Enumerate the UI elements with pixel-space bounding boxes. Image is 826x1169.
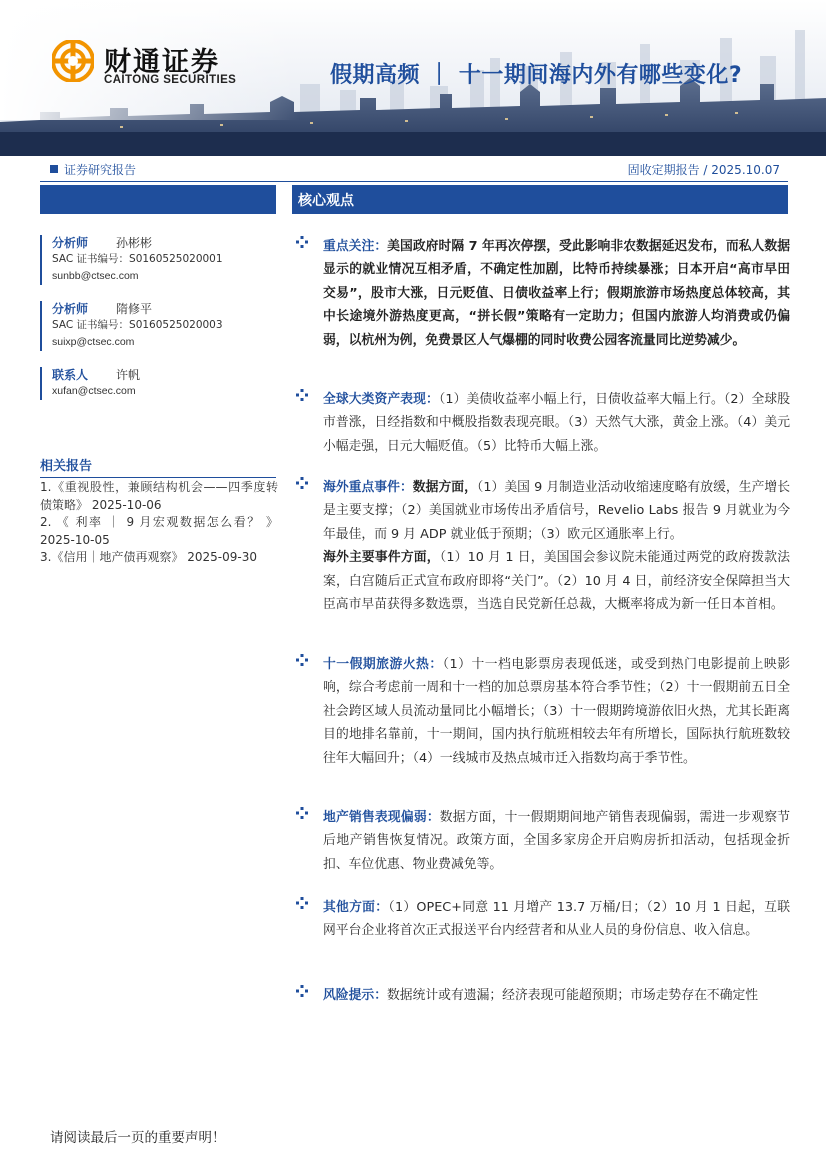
analyst-name: 孙彬彬 <box>116 236 153 250</box>
logo-chinese-name: 财通证券 <box>104 47 220 78</box>
diamond-bullet-icon <box>296 807 308 819</box>
key-point <box>296 653 790 770</box>
analyst-cert: SAC 证书编号：S0160525020001 <box>52 253 223 265</box>
analyst-block <box>40 301 276 351</box>
company-logo <box>52 40 252 96</box>
report-type-label: 证券研究报告 <box>64 163 137 177</box>
key-point <box>296 806 790 876</box>
point-text: （1）10 月 1 日，美国国会参议院未能通过两党的政府拨款法案，白宫随后正式宣布政府即将“关门”。（2）10 月 4 日，前经济安全保障担当大臣高市早苗获得多数选票，当选自民党新任总裁，大概率将成为新一任日本首相。 <box>323 550 791 613</box>
core-views-banner <box>292 185 788 214</box>
logo-english-name: CAITONG SECURITIES <box>104 74 237 86</box>
contact-role: 联系人 <box>52 368 89 382</box>
point-text: （1）十一档电影票房表现低迷，或受到热门电影提前上映影响，综合考虑前一周和十一档的加总票房基本符合季节性；（2）十一假期前五日全社会跨区域人员流动量同比小幅增长；（3）十一假期跨境游依旧火热，尤其长距离目的地排名靠前，十一期间，国内执行航班相较去年有所增长，国际执行航班数较往年大幅回升；（4）一线城市及热点城市迁入指数均高于季节性。 <box>323 657 790 766</box>
analyst-email: suixp@ctsec.com <box>52 336 135 348</box>
point-text: 数据统计或有遗漏；经济表现可能超预期；市场走势存在不确定性 <box>386 988 759 1003</box>
page-header <box>0 0 826 156</box>
diamond-bullet-icon <box>296 897 308 909</box>
contact-name: 许帆 <box>116 368 141 382</box>
point-text: （1）OPEC+同意 11 月增产 13.7 万桶/日；（2）10 月 1 日起，互联网平台企业将首次正式报送平台内经营者和从业人员的身份信息、收入信息。 <box>323 900 790 939</box>
core-views-title: 核心观点 <box>298 193 354 209</box>
key-point <box>296 896 790 943</box>
diamond-bullet-icon <box>296 985 308 997</box>
point-label: 重点关注： <box>323 239 388 254</box>
point-text: （1）美国 9 月制造业活动收缩速度略有放缓，生产增长是主要支撑；（2）美国就业市场传出矛盾信号，Revelio Labs 报告 9 月就业为今年最佳，而 9 月 ADP 就业低于预期；（3）欧元区通胀率上行。 <box>323 480 791 542</box>
point-text: 美国政府时隔 7 年再次停摆，受此影响非农数据延迟发布，而私人数据显示的就业情况互相矛盾，不确定性加剧，比特币持续暴涨；日本开启“高市早田交易”，股市大涨，日元贬值、日债收益率上行；假期旅游市场热度总体较高，其中长途境外游热度更高，“拼长假”策略有一定助力；但国内旅游人均消费或仍偏弱，以杭州为例，免费景区人气爆棚的同时收费公园客流量同比逆势减少。 <box>323 239 790 348</box>
report-type <box>50 161 136 178</box>
point-subheading: 数据方面， <box>412 480 477 495</box>
left-column-banner <box>40 185 276 214</box>
key-point <box>296 984 790 1007</box>
point-label: 风险提示： <box>323 988 387 1003</box>
diamond-bullet-icon <box>296 477 308 489</box>
related-reports-list <box>40 479 278 567</box>
diamond-bullet-icon <box>296 389 308 401</box>
caitong-logo-icon <box>52 40 94 82</box>
square-bullet-icon <box>50 165 58 173</box>
analyst-block <box>40 235 276 285</box>
key-point <box>296 476 790 616</box>
analyst-cert: SAC 证书编号：S0160525020003 <box>52 319 223 331</box>
analyst-name: 隋修平 <box>116 302 153 316</box>
contact-email: xufan@ctsec.com <box>52 385 136 397</box>
diamond-bullet-icon <box>296 236 308 248</box>
key-point <box>296 388 790 458</box>
point-text: 数据方面，十一假期期间地产销售表现偏弱，需进一步观察节后地产销售恢复情况。政策方面，全国多家房企开启购房折扣活动，包括现金折扣、车位优惠、物业费减免等。 <box>323 810 791 872</box>
key-point <box>296 235 790 352</box>
analyst-email: sunbb@ctsec.com <box>52 270 139 282</box>
diamond-bullet-icon <box>296 654 308 666</box>
point-label: 其他方面： <box>323 900 389 915</box>
contact-block <box>40 367 276 400</box>
point-label: 全球大类资产表现： <box>323 392 439 407</box>
report-category-date: 固收定期报告 / 2025.10.07 <box>627 163 780 177</box>
related-report-item: 1.《重视股性，兼顾结构机会——四季度转债策略》 2025-10-06 <box>40 480 278 512</box>
analyst-role: 分析师 <box>52 236 89 250</box>
point-label: 地产销售表现偏弱： <box>323 810 440 825</box>
sub-header <box>40 158 788 182</box>
point-label: 十一假期旅游火热： <box>323 657 443 672</box>
related-report-item: 3.《信用｜地产债再观察》 2025-09-30 <box>40 550 258 564</box>
related-report-item: 2. 《 利率 ｜ 9 月宏观数据怎么看？ 》 2025-10-05 <box>40 515 278 547</box>
point-label: 海外重点事件： <box>323 480 413 495</box>
point-subheading: 海外主要事件方面， <box>323 550 440 566</box>
point-text: （1）美债收益率小幅上行，日债收益率大幅上行。（2）全球股市普涨，日经指数和中概股指数表现亮眼。（3）天然气大涨，黄金上涨。（4）美元小幅走强，日元大幅贬值。（5）比特币大幅上涨。 <box>323 392 791 454</box>
report-title: 假期高频 ｜ 十一期间海内外有哪些变化? <box>330 63 743 88</box>
disclaimer-notice: 请阅读最后一页的重要声明！ <box>50 1130 226 1146</box>
analyst-role: 分析师 <box>52 302 89 316</box>
related-reports-title: 相关报告 <box>40 455 276 478</box>
